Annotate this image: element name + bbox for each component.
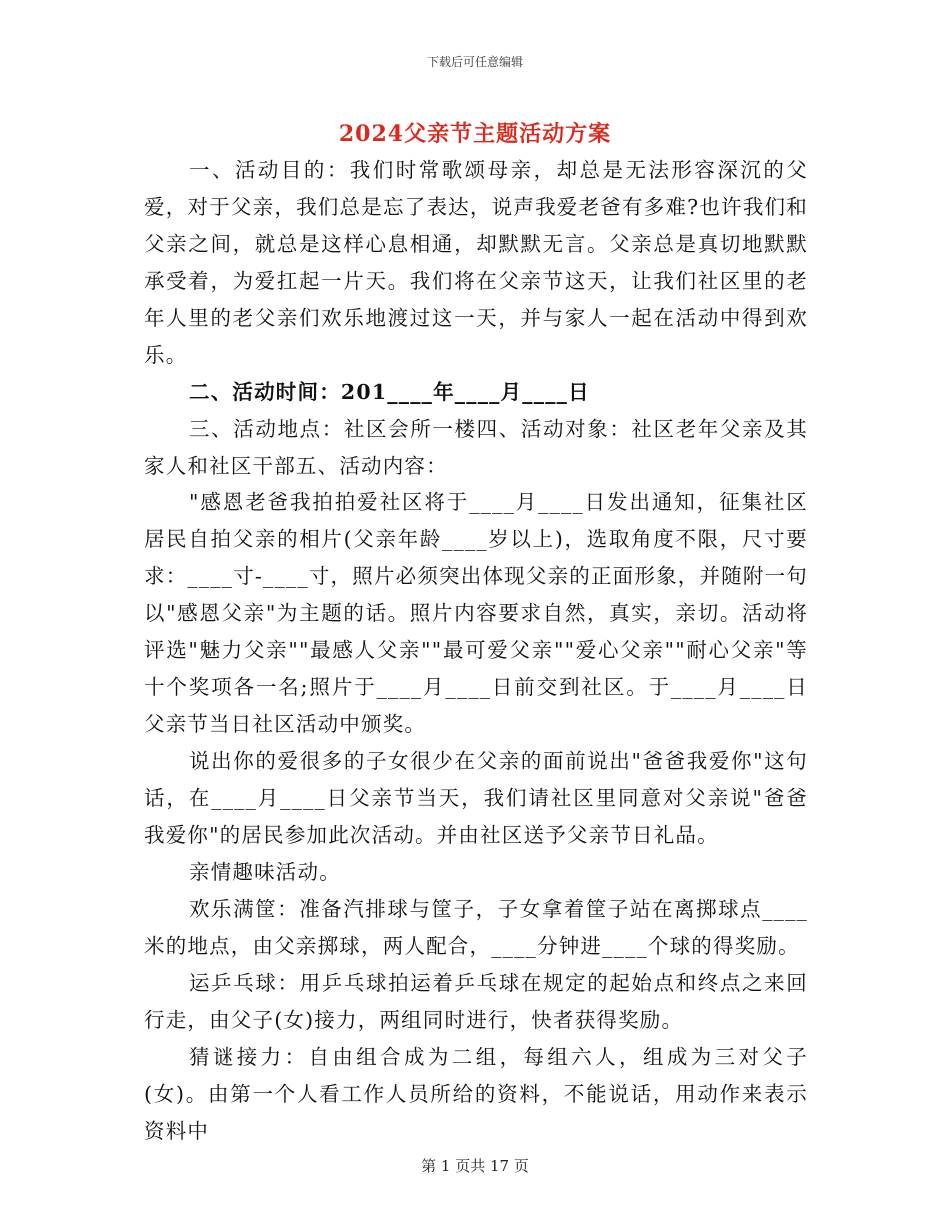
header-note: 下载后可任意编辑 (426, 55, 523, 69)
paragraph-basket: 欢乐满筐：准备汽排球与筐子，子女拿着筐子站在离掷球点____米的地点，由父亲掷球，两人配合，____分钟进____个球的得奖励。 (144, 897, 808, 958)
paragraph-pingpong: 运乒乓球：用乒乓球拍运着乒乓球在规定的起始点和终点之来回行走，由父子(女)接力，两组同时进行，快者获得奖励。 (144, 971, 808, 1032)
document-title: 2024父亲节主题活动方案 (338, 121, 612, 147)
paragraph-fun-activities: 亲情趣味活动。 (189, 860, 341, 884)
document-body (144, 152, 808, 1150)
paragraph-time: 二、活动时间：201____年____月____日 (189, 380, 590, 404)
paragraph-location: 三、活动地点：社区会所一楼四、活动对象：社区老年父亲及其家人和社区干部五、活动内容： (144, 417, 808, 478)
paragraph-riddle: 猜谜接力：自由组合成为二组，每组六人，组成为三对父子(女)。由第一个人看工作人员所给的资料，不能说话，用动作来表示资料中 (144, 1045, 808, 1143)
paragraph-purpose: 一、活动目的：我们时常歌颂母亲，却总是无法形容深沉的父爱，对于父亲，我们总是忘了表达，说声我爱老爸有多难?也许我们和父亲之间，就总是这样心息相通，却默默无言。父亲总是真切地默默承受着，为爱扛起一片天。我们将在父亲节这天，让我们社区里的老年人里的老父亲们欢乐地渡过这一天，并与家人一起在活动中得到欢乐。 (144, 158, 808, 367)
paragraph-photo-activity: "感恩老爸我拍拍爱社区将于____月____日发出通知，征集社区居民自拍父亲的相片(父亲年龄____岁以上)，选取角度不限，尺寸要求：____寸-____寸，照片必须突出体现父亲的正面形象，并随附一句以"感恩父亲"为主题的话。照片内容要求自然，真实，亲切。活动将评选"魅力父亲""最感人父亲""最可爱父亲""爱心父亲""耐心父亲"等十个奖项各一名;照片于____月____日前交到社区。于____月____日父亲节当日社区活动中颁奖。 (144, 490, 808, 736)
page-footer: 第 1 页共 17 页 (421, 1157, 529, 1175)
paragraph-say-love: 说出你的爱很多的子女很少在父亲的面前说出"爸爸我爱你"这句话，在____月____日父亲节当天，我们请社区里同意对父亲说"爸爸我爱你"的居民参加此次活动。并由社区送予父亲节日礼品。 (144, 749, 808, 847)
